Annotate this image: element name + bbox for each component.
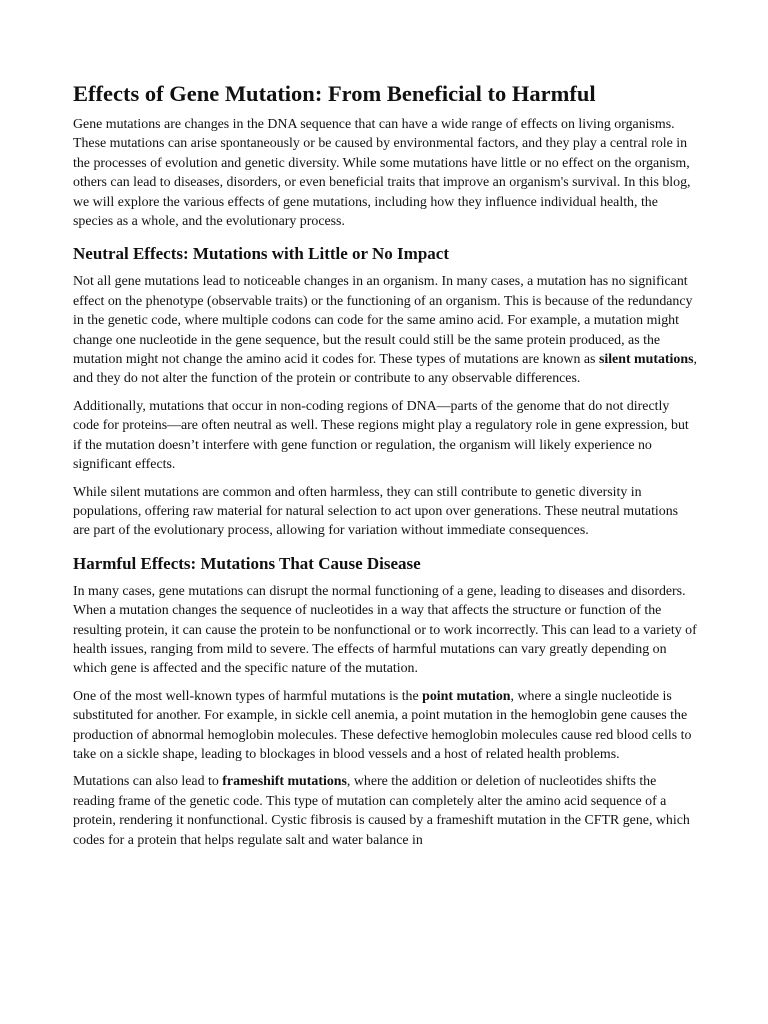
harmful-p2-text-a: One of the most well-known types of harmful mutations is the (73, 688, 423, 704)
neutral-p1-text-a: Not all gene mutations lead to noticeable changes in an organism. In many cases, a mutation has no significant effect on the phenotype (observable traits) or the functioning of an organism. This is because of the redundancy in the genetic code, where multiple codons can code for the same amino acid. For example, a mutation might change one nucleotide in the gene sequence, but the result could still be the same protein produced, as the mutation might not change the amino acid it codes for. These types of mutations are known as (73, 274, 693, 368)
neutral-paragraph-2: Additionally, mutations that occur in non-coding regions of DNA—parts of the genome that do not directly code for proteins—are often neutral as well. These regions might play a regulatory role in gene expression, but if the mutation doesn’t interfere with gene function or regulation, the organism will likely experience no significant effects. (73, 398, 689, 473)
document-page (73, 80, 698, 858)
harmful-paragraph-1: In many cases, gene mutations can disrupt the normal functioning of a gene, leading to diseases and disorders. When a mutation changes the sequence of nucleotides in a way that affects the structure or function of the resulting protein, it can cause the protein to be nonfunctional or to work incorrectly. This can lead to a variety of health issues, ranging from mild to severe. The effects of harmful mutations can vary greatly depending on which gene is affected and the specific nature of the mutation. (73, 583, 697, 677)
harmful-p2-text-b: , where a single nucleotide is substituted for another. For example, in sickle cell anemia, a point mutation in the hemoglobin gene causes the production of abnormal hemoglobin molecules. These defective hemoglobin molecules cause red blood cells to take on a sickle shape, leading to blockages in blood vessels and a host of related health problems. (73, 688, 692, 762)
harmful-paragraph-3 (73, 772, 698, 850)
harmful-p3-text-b: , where the addition or deletion of nucleotides shifts the reading frame of the genetic code. This type of mutation can completely alter the amino acid sequence of a protein, rendering it nonfunctional. Cystic fibrosis is caused by a frameshift mutation in the CFTR gene, which codes for a protein that helps regulate salt and water balance in (73, 774, 690, 848)
page-title: Effects of Gene Mutation: From Beneficial to Harmful (73, 81, 596, 106)
neutral-effects-heading: Neutral Effects: Mutations with Little or No Impact (73, 244, 449, 264)
neutral-paragraph-1 (73, 272, 698, 388)
harmful-p3-text-a: Mutations can also lead to (73, 774, 223, 790)
silent-mutations-term: silent mutations (598, 352, 694, 368)
harmful-paragraph-2 (73, 687, 698, 765)
neutral-p1-text-b: , and they do not alter the function of the protein or contribute to any observable differences. (73, 352, 697, 387)
frameshift-mutations-term: frameshift mutations (222, 774, 347, 790)
harmful-effects-heading: Harmful Effects: Mutations That Cause Disease (73, 553, 421, 573)
point-mutation-term: point mutation (422, 688, 511, 704)
intro-paragraph: Gene mutations are changes in the DNA sequence that can have a wide range of effects on living organisms. These mutations can arise spontaneously or be caused by environmental factors, and they play a central role in the processes of evolution and genetic diversity. While some mutations have little or no effect on the organism, others can lead to diseases, disorders, or even beneficial traits that improve an organism's survival. In this blog, we will explore the various effects of gene mutations, including how they influence individual health, the species as a whole, and the evolutionary process. (73, 117, 691, 230)
neutral-paragraph-3: While silent mutations are common and often harmless, they can still contribute to genetic diversity in populations, offering raw material for natural selection to act upon over generations. These neutral mutations are part of the evolutionary process, allowing for variation without immediate consequences. (73, 484, 679, 539)
